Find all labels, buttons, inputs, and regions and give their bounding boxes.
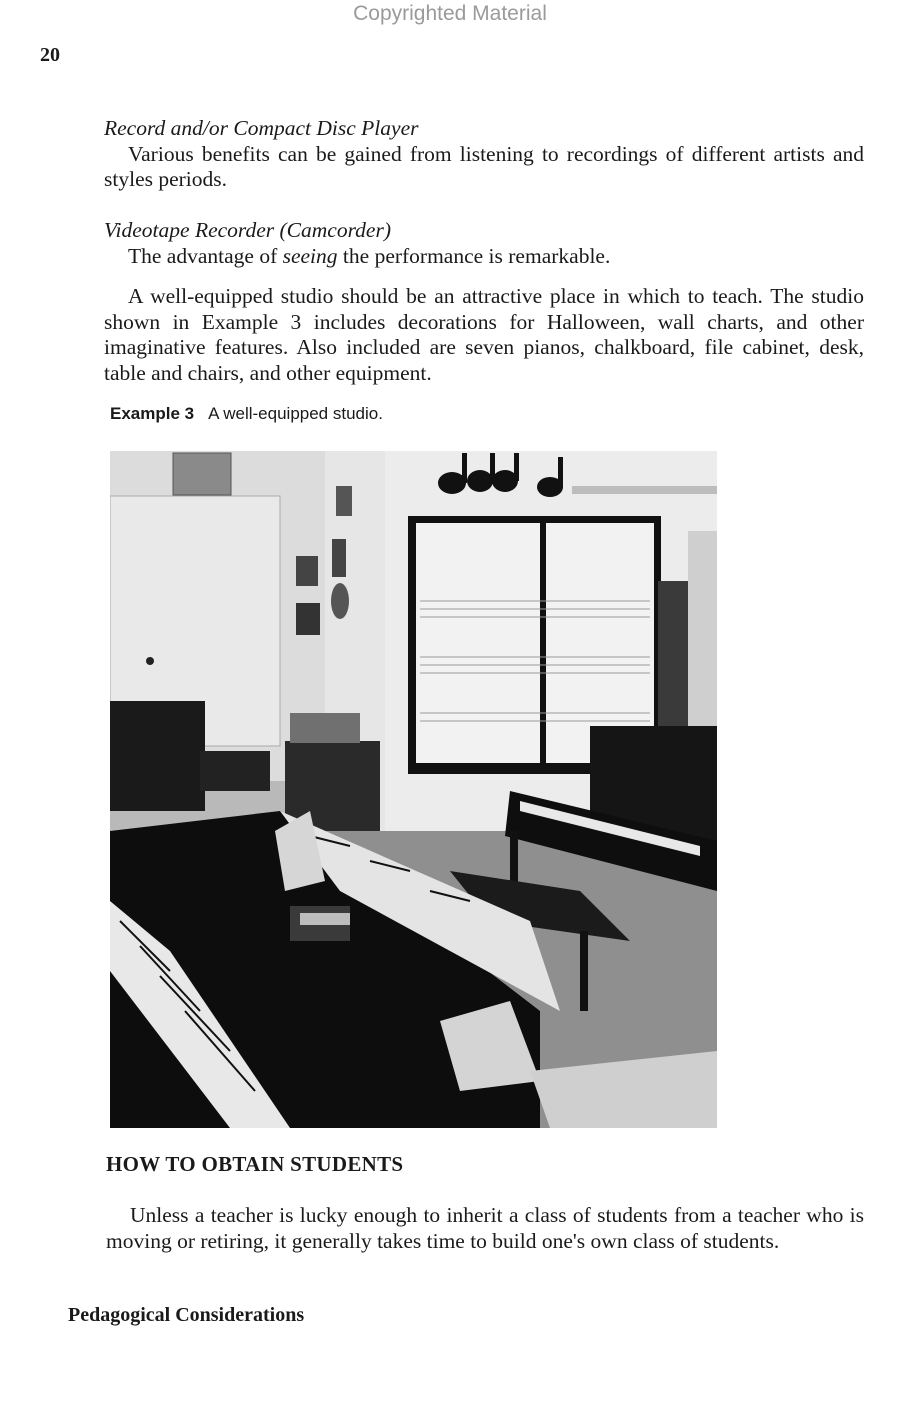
students-paragraph: Unless a teacher is lucky enough to inherit a class of students from a teacher who is moving or retiring, it generally takes time to build one's own class of students. [106, 1203, 864, 1253]
video-text [104, 244, 864, 270]
running-footer: Pedagogical Considerations [68, 1304, 305, 1326]
page-number: 20 [40, 44, 60, 66]
video-text-before: The advantage of [128, 243, 278, 268]
studio-photo [110, 451, 717, 1128]
video-section [104, 218, 864, 269]
record-section [104, 116, 864, 193]
record-text: Various benefits can be gained from listening to recordings of different artists and styles periods. [104, 141, 864, 191]
studio-paragraph: A well-equipped studio should be an attractive place in which to teach. The studio shown in Example 3 includes decorations for Halloween, wall charts, and other imaginative features. Also included are seven pianos, chalkboard, file cabinet, desk, table and chairs, and other equipment. [104, 284, 864, 385]
section-heading: HOW TO OBTAIN STUDENTS [106, 1152, 404, 1176]
video-text-italic: seeing [282, 243, 338, 268]
video-heading: Videotape Recorder (Camcorder) [104, 218, 391, 242]
video-text-after: the performance is remarkable. [342, 243, 611, 268]
record-heading: Record and/or Compact Disc Player [104, 116, 419, 140]
figure-caption [110, 404, 383, 424]
caption-text: A well-equipped studio. [208, 404, 383, 423]
caption-label: Example 3 [110, 404, 195, 423]
copyright-watermark: Copyrighted Material [353, 2, 547, 25]
studio-photo-illustration [110, 451, 717, 1128]
